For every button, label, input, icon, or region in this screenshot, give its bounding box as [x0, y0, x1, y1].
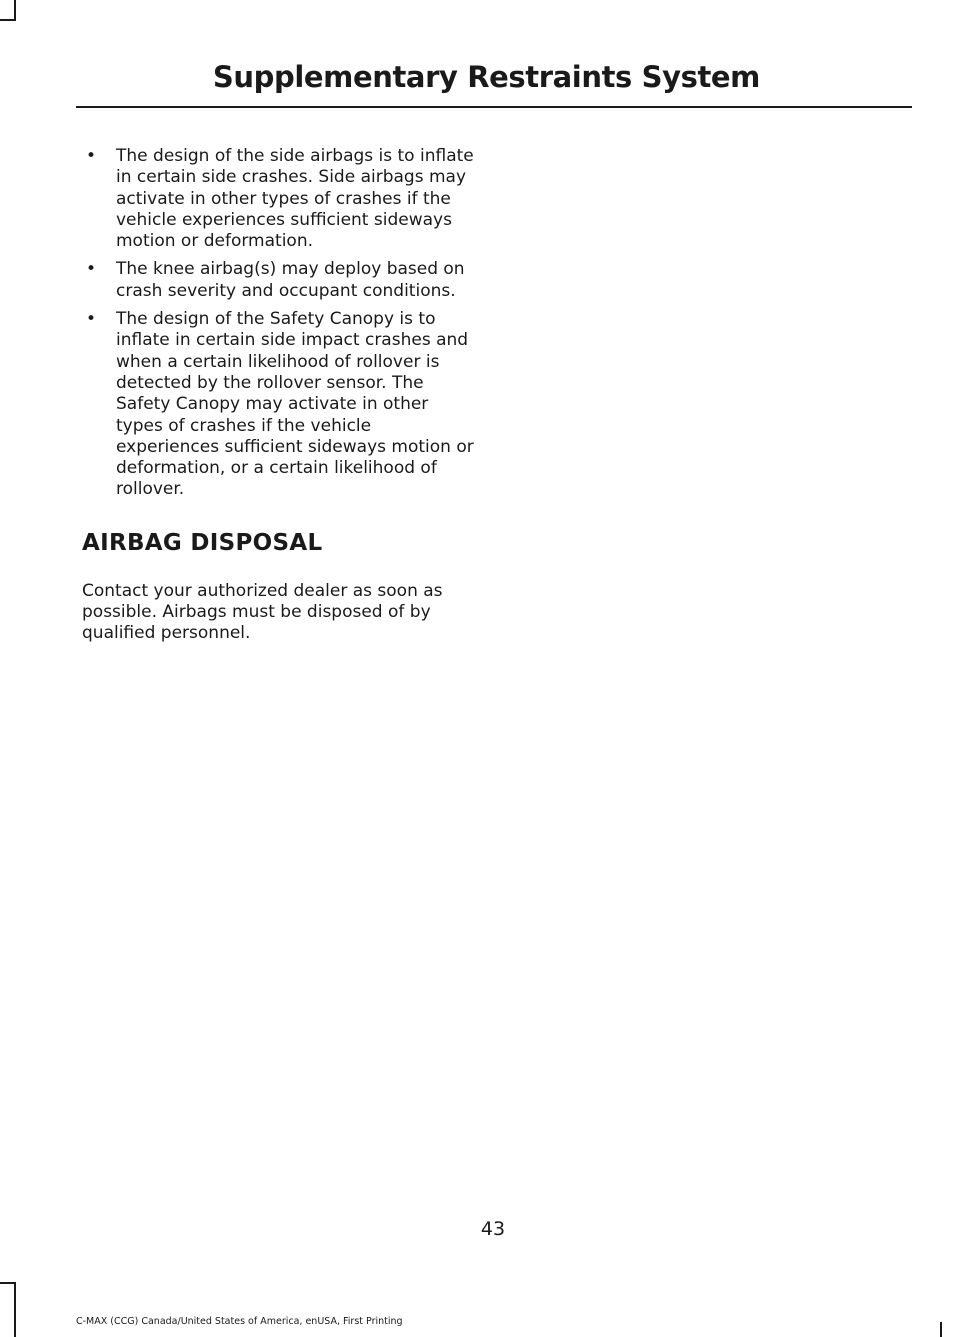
bullet-text: The knee airbag(s) may deploy based on crash severity and occupant conditions.: [116, 259, 465, 301]
crop-mark-bottom-left-horizontal: [0, 1282, 16, 1284]
bullet-marker: •: [86, 259, 97, 280]
crop-mark-top-left-horizontal: [0, 19, 16, 21]
publication-footer: C-MAX (CCG) Canada/United States of America, enUSA, First Printing: [76, 1316, 403, 1327]
section-heading: AIRBAG DISPOSAL: [82, 529, 323, 556]
crop-mark-bottom-left-vertical: [14, 1282, 16, 1337]
crop-mark-top-left-vertical: [14, 0, 16, 20]
bullet-text: The design of the Safety Canopy is to inflate in certain side impact crashes and when a certain likelihood of rollover is detected by the rollover sensor. The Safety Canopy may activate in other types of crashes if the vehicle experiences sufficient sideways motion or deformation, or a certain likelihood of rollover.: [116, 309, 474, 500]
page-header: [76, 56, 912, 108]
bullet-list: [82, 146, 478, 501]
section-body: Contact your authorized dealer as soon as possible. Airbags must be disposed of by qualified personnel.: [82, 580, 443, 644]
bullet-text: The design of the side airbags is to inflate in certain side crashes. Side airbags may activate in other types of crashes if the vehicle experiences sufficient sideways motion or deformation.: [116, 146, 474, 252]
page-title: Supplementary Restraints System: [212, 60, 760, 94]
crop-mark-bottom-right-vertical: [940, 1322, 942, 1337]
page-number: 43: [480, 1218, 506, 1240]
bullet-item-knee-airbags: [82, 259, 478, 302]
main-content: [82, 146, 478, 645]
bullet-item-safety-canopy: [82, 309, 478, 501]
bullet-marker: •: [86, 146, 97, 166]
bullet-marker: •: [86, 309, 97, 330]
bullet-item-side-airbags: [82, 146, 478, 252]
